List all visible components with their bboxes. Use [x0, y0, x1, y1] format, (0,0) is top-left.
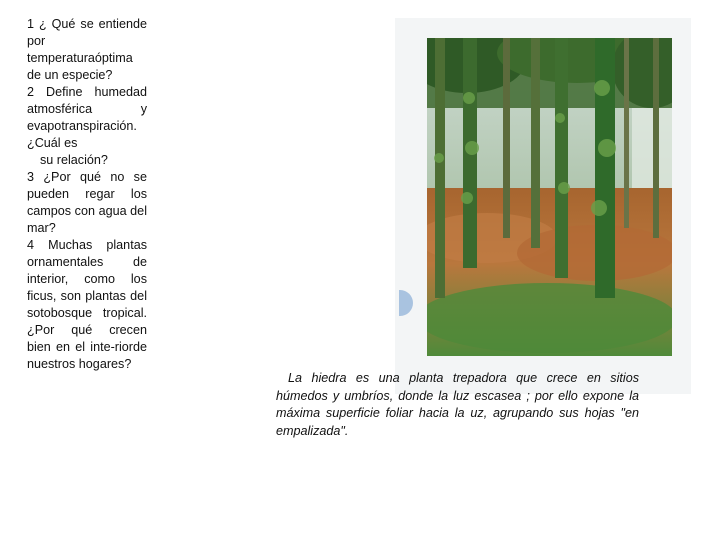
side-tab-decoration: [399, 290, 413, 316]
ivy-trunk: [595, 38, 615, 298]
forest-illustration: [427, 38, 672, 356]
trunk: [503, 38, 510, 238]
trunk: [531, 38, 540, 248]
question-4: 4 Muchas plantas ornamentales de interior, como los ficus, son plantas del sotobosque tropical. ¿Por qué crecen bien en el inte-riorde nuestros hogares?: [27, 238, 147, 371]
photo-caption: [276, 370, 639, 440]
questions-column: [27, 16, 147, 373]
fern-patch: [517, 225, 672, 281]
question-1: 1 ¿ Qué se entiende por temperaturaóptima de un especie?: [27, 17, 147, 82]
question-2: 2 Define humedad atmosférica y evapotranspiración. ¿Cuál es: [27, 85, 147, 150]
trunk: [653, 38, 659, 238]
caption-text: La hiedra es una planta trepadora que crece en sitios húmedos y umbríos, donde la luz escasea ; por ello expone la máxima superficie foliar hacia la uz, agrupando sus hojas "en empalizada".: [276, 371, 639, 438]
question-2-continuation: su relación?: [40, 153, 108, 167]
grass-patch: [427, 283, 672, 353]
forest-photo: [427, 38, 672, 356]
ivy-trunk: [555, 38, 568, 278]
question-3: 3 ¿Por qué no se pueden regar los campos con agua del mar?: [27, 170, 147, 235]
trunk: [624, 38, 629, 228]
ivy-trunk: [435, 38, 445, 298]
